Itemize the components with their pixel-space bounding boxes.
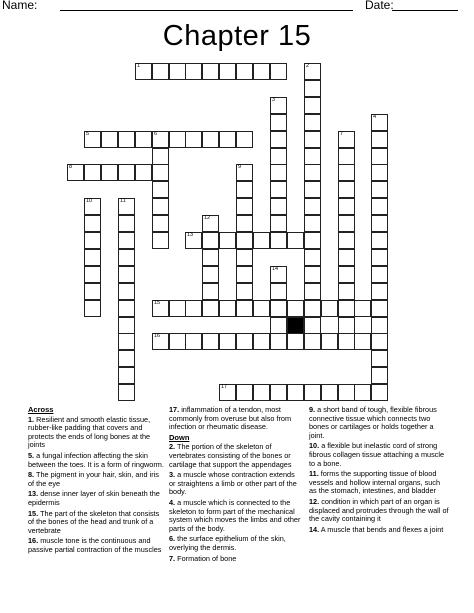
grid-cell[interactable] [338,215,355,232]
grid-cell[interactable] [304,131,321,148]
clues-column-3 [309,406,449,536]
grid-cell[interactable] [304,317,321,334]
grid-cell[interactable] [236,198,253,215]
grid-cell[interactable] [118,215,135,232]
grid-cell[interactable] [236,164,253,181]
grid-cell[interactable] [118,249,135,266]
grid-cell[interactable] [219,232,236,249]
grid-cell[interactable] [354,384,371,401]
grid-cell[interactable] [304,266,321,283]
across-heading: Across [28,405,54,414]
grid-cell[interactable] [270,131,287,148]
grid-cell[interactable] [185,333,202,350]
clue-down-2: 2. The portion of the skeleton of vertebrates consisting of the bones or cartilage that support the appendages [169,442,292,469]
clue-across-17: 17. inflammation of a tendon, most commonly from overuse but also from infection or rheumatic disease. [169,405,292,432]
grid-cell[interactable] [169,131,186,148]
grid-cell[interactable] [152,148,169,165]
grid-cell[interactable] [236,63,253,80]
grid-cell[interactable] [338,249,355,266]
grid-cell[interactable] [354,300,371,317]
clue-across-8: 8. The pigment in your hair, skin, and iris of the eye [28,470,159,488]
clue-across-13: 13. dense inner layer of skin beneath the epidermis [28,489,160,507]
page-title: Chapter 15 [162,20,312,52]
grid-cell[interactable] [118,367,135,384]
grid-cell[interactable] [371,333,388,350]
grid-cell[interactable] [253,300,270,317]
grid-cell[interactable] [118,333,135,350]
grid-cell[interactable] [185,300,202,317]
grid-cell[interactable] [152,333,169,350]
grid-cell[interactable] [371,131,388,148]
grid-cell[interactable] [270,114,287,131]
grid-cell[interactable] [152,63,169,80]
grid-cell[interactable] [236,266,253,283]
grid-cell[interactable] [338,384,355,401]
clue-down-6: 6. the surface epithelium of the skin, overlying the dermis. [169,534,286,552]
grid-cell[interactable] [338,181,355,198]
grid-cell[interactable] [152,232,169,249]
grid-cell[interactable] [185,63,202,80]
grid-cell[interactable] [185,232,202,249]
grid-cell[interactable] [202,283,219,300]
grid-cell[interactable] [219,131,236,148]
clue-across-16: 16. muscle tone is the continuous and passive partial contraction of the muscles [28,536,162,554]
grid-cell[interactable] [338,232,355,249]
grid-cell[interactable] [371,266,388,283]
grid-cell[interactable] [202,131,219,148]
grid-cell[interactable] [84,232,101,249]
grid-cell[interactable] [202,333,219,350]
grid-cell[interactable] [270,63,287,80]
grid-cell[interactable] [321,300,338,317]
grid-cell[interactable] [185,131,202,148]
grid-cell[interactable] [270,97,287,114]
grid-cell[interactable] [118,164,135,181]
grid-cell[interactable] [287,300,304,317]
clue-number: 7 [340,131,344,137]
grid-cell[interactable] [202,300,219,317]
grid-cell[interactable] [304,215,321,232]
clue-number: 2 [306,63,310,69]
grid-cell[interactable] [270,317,287,334]
grid-cell[interactable] [338,300,355,317]
grid-cell[interactable] [304,198,321,215]
clue-number: 1 [137,63,141,69]
grid-cell[interactable] [67,164,84,181]
grid-cell[interactable] [287,232,304,249]
grid-cell[interactable] [118,283,135,300]
clue-number: 9 [238,164,242,170]
clue-down-12: 12. condition in which part of an organ is displaced and protrudes through the wall of the cavity containing it [309,496,449,524]
date-label: Date: [365,0,394,12]
clue-down-4: 4. a muscle which is connected to the skeleton to form part of the mechanical system which moves the limbs and other parts of the body. [169,497,301,533]
grid-cell[interactable] [304,232,321,249]
grid-cell[interactable] [304,333,321,350]
grid-cell[interactable] [354,333,371,350]
grid-cell[interactable] [338,148,355,165]
grid-cell[interactable] [84,164,101,181]
clue-down-3: 3. a muscle whose contraction extends or straightens a limb or other part of the body. [169,470,297,497]
grid-cell[interactable] [118,131,135,148]
grid-cell[interactable] [118,232,135,249]
grid-cell[interactable] [152,198,169,215]
grid-cell[interactable] [152,164,169,181]
grid-cell[interactable] [304,148,321,165]
grid-cell[interactable] [118,198,135,215]
clue-number: 14 [272,266,279,272]
grid-cell[interactable] [169,300,186,317]
grid-cell[interactable] [202,215,219,232]
grid-cell[interactable] [270,266,287,283]
grid-cell[interactable] [270,164,287,181]
grid-cell[interactable] [270,215,287,232]
grid-cell[interactable] [236,181,253,198]
grid-cell[interactable] [304,164,321,181]
clue-across-5: 5. a fungal infection affecting the skin between the toes. It is a form of ringworm. [28,450,164,469]
clue-number: 3 [272,97,276,103]
grid-cell[interactable] [371,317,388,334]
grid-cell[interactable] [371,300,388,317]
grid-cell[interactable] [304,249,321,266]
grid-cell[interactable] [152,131,169,148]
grid-cell[interactable] [219,384,236,401]
grid-cell[interactable] [118,350,135,367]
grid-cell[interactable] [287,333,304,350]
grid-cell[interactable] [338,164,355,181]
black-square [287,317,304,334]
grid-cell[interactable] [84,131,101,148]
grid-cell[interactable] [304,114,321,131]
grid-cell[interactable] [338,131,355,148]
grid-cell[interactable] [371,215,388,232]
grid-cell[interactable] [135,164,152,181]
grid-cell[interactable] [371,181,388,198]
clue-number: 10 [86,198,93,204]
grid-cell[interactable] [236,215,253,232]
grid-cell[interactable] [338,333,355,350]
grid-cell[interactable] [84,198,101,215]
grid-cell[interactable] [304,181,321,198]
clue-down-7: 7. Formation of bone [169,553,237,563]
grid-cell[interactable] [84,283,101,300]
grid-cell[interactable] [152,300,169,317]
grid-cell[interactable] [202,232,219,249]
grid-cell[interactable] [101,164,118,181]
grid-cell[interactable] [135,131,152,148]
grid-cell[interactable] [371,367,388,384]
grid-cell[interactable] [371,283,388,300]
grid-cell[interactable] [118,300,135,317]
grid-cell[interactable] [371,384,388,401]
grid-cell[interactable] [371,350,388,367]
clues-column-2 [169,406,303,565]
grid-cell[interactable] [338,198,355,215]
grid-cell[interactable] [236,300,253,317]
grid-cell[interactable] [270,148,287,165]
grid-cell[interactable] [270,181,287,198]
grid-cell[interactable] [321,333,338,350]
clue-number: 12 [204,215,211,221]
grid-cell[interactable] [338,317,355,334]
grid-cell[interactable] [152,181,169,198]
grid-cell[interactable] [236,131,253,148]
grid-cell[interactable] [321,384,338,401]
grid-cell[interactable] [304,283,321,300]
grid-cell[interactable] [152,215,169,232]
clue-number: 8 [69,164,73,170]
clue-number: 6 [154,131,158,137]
grid-cell[interactable] [118,384,135,401]
grid-cell[interactable] [118,317,135,334]
grid-cell[interactable] [253,232,270,249]
grid-cell[interactable] [304,97,321,114]
grid-cell[interactable] [84,249,101,266]
grid-cell[interactable] [304,80,321,97]
grid-cell[interactable] [253,384,270,401]
grid-cell[interactable] [304,63,321,80]
grid-cell[interactable] [169,333,186,350]
grid-cell[interactable] [287,384,304,401]
down-heading: Down [169,432,190,442]
grid-cell[interactable] [202,249,219,266]
clue-number: 4 [373,114,377,120]
grid-cell[interactable] [371,232,388,249]
clue-number: 16 [154,333,161,339]
clue-down-14: 14. A muscle that bends and flexes a joint [309,524,444,534]
grid-cell[interactable] [371,148,388,165]
grid-cell[interactable] [202,266,219,283]
grid-cell[interactable] [84,266,101,283]
grid-cell[interactable] [270,384,287,401]
grid-cell[interactable] [371,114,388,131]
grid-cell[interactable] [219,333,236,350]
grid-cell[interactable] [236,232,253,249]
grid-cell[interactable] [304,300,321,317]
grid-cell[interactable] [118,266,135,283]
grid-cell[interactable] [270,283,287,300]
grid-cell[interactable] [236,249,253,266]
grid-cell[interactable] [253,63,270,80]
grid-cell[interactable] [135,63,152,80]
grid-cell[interactable] [270,198,287,215]
grid-cell[interactable] [371,249,388,266]
grid-cell[interactable] [169,63,186,80]
grid-cell[interactable] [338,283,355,300]
grid-cell[interactable] [219,63,236,80]
name-label: Name: [2,0,38,12]
clue-down-9: 9. a short band of tough, flexible fibrous connective tissue which connects two bones or cartilages or holds together a joint. [309,405,437,440]
grid-cell[interactable] [84,300,101,317]
grid-cell[interactable] [101,131,118,148]
clue-across-15: 15. The part of the skeleton that consists of the bones of the head and trunk of a vertebrate [28,508,160,535]
clue-number: 5 [86,131,90,137]
grid-cell[interactable] [338,266,355,283]
grid-cell[interactable] [236,333,253,350]
clue-number: 17 [221,384,228,390]
grid-cell[interactable] [270,300,287,317]
grid-cell[interactable] [270,333,287,350]
grid-cell[interactable] [219,300,236,317]
clue-down-11: 11. forms the supporting tissue of blood vessels and hollow internal organs, such as the stomach, intestines, and bladder [309,469,441,496]
grid-cell[interactable] [236,384,253,401]
clue-number: 13 [187,232,194,238]
clues-column-1 [28,406,164,557]
clue-number: 15 [154,300,161,306]
clue-down-10: 10. a flexible but inelastic cord of strong fibrous collagen tissue attaching a muscle to a bone. [309,441,445,468]
grid-cell[interactable] [270,232,287,249]
grid-cell[interactable] [304,384,321,401]
clue-number: 11 [120,198,126,204]
grid-cell[interactable] [253,333,270,350]
grid-cell[interactable] [84,215,101,232]
grid-cell[interactable] [202,63,219,80]
clue-across-1: 1. Resilient and smooth elastic tissue, rubber-like padding that covers and protects the ends of long bones at the joints [28,414,151,450]
grid-cell[interactable] [371,164,388,181]
grid-cell[interactable] [236,283,253,300]
grid-cell[interactable] [371,198,388,215]
